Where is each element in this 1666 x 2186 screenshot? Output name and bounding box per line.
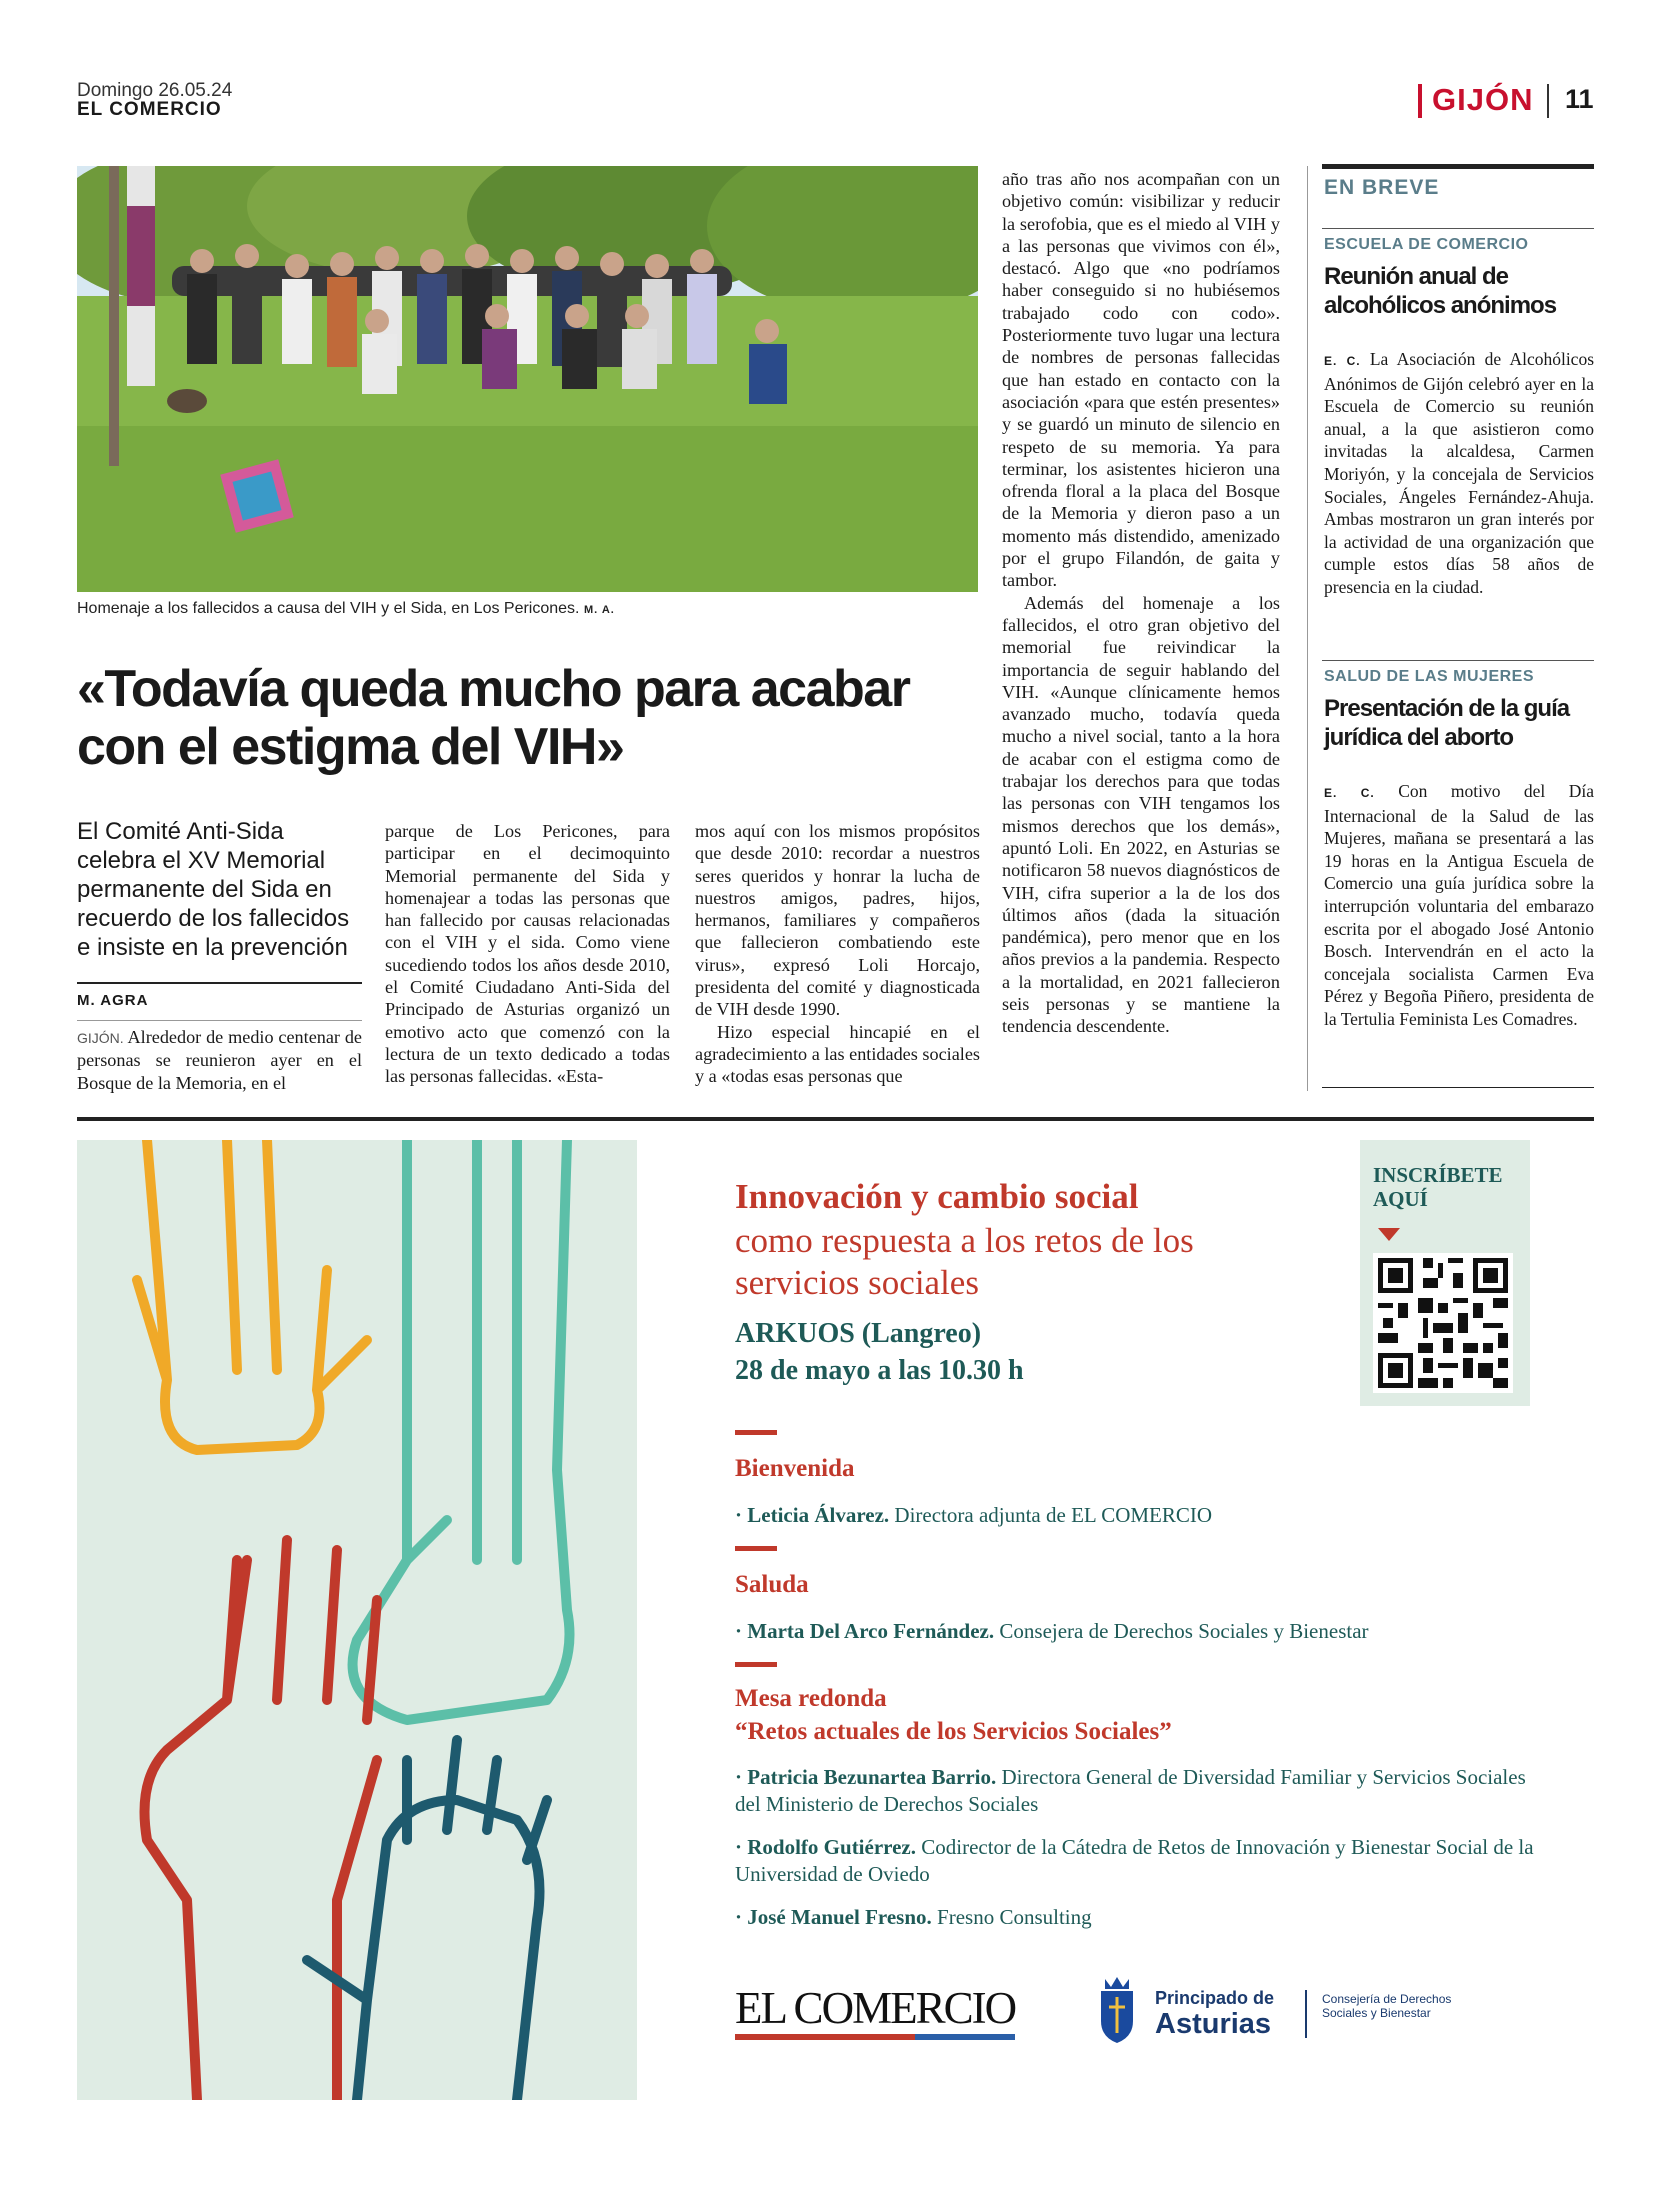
brief-text: La Asociación de Alcohólicos Anónimos de Gijón celebró ayer en la Escuela de Comercio su reunión anual, a la que asistieron como invitadas la alcaldesa, Carmen Moriyón, y la concejala de Servicios Sociales, Ángeles Fernández-Ahuja. Ambas mostraron un gran interés por la actividad de una organización que cumple estos días 58 años de presencia en la ciudad. xyxy=(1324,349,1595,597)
arrow-down-icon xyxy=(1378,1228,1400,1241)
sidebar-bottom-rule xyxy=(1322,1087,1594,1088)
consejeria-label: Consejería de Derechos Sociales y Bienestar xyxy=(1322,1992,1452,2020)
brief-headline: Presentación de la guía jurídica del aborto xyxy=(1324,695,1570,751)
section-name: GIJÓN xyxy=(1432,82,1534,117)
article-headline: «Todavía queda mucho para acabar con el estigma del VIH» xyxy=(77,660,910,776)
section-dash xyxy=(735,1546,777,1551)
section-dash xyxy=(735,1430,777,1435)
asturias-crest-icon xyxy=(1095,1975,1139,2045)
ad-datetime: 28 de mayo a las 10.30 h xyxy=(735,1355,1024,1386)
column-text: Además del homenaje a los fallecidos, el otro gran objetivo del memorial fue reivindicar la importancia de seguir hablando del VIH. «Aunque clínicamente hemos avanzado mucho, todavía queda mucho a nivel social, tanto a la hora de acabar con el estigma como de trabajar los derechos para que todas las personas con VIH tengamos los mismos derechos que los demás», apuntó Loli. En 2022, en Asturias se notificaron 58 nuevos diagnósticos de VIH, cifra superior a la de los dos últimos años (dada la situación pandémica), pero menor que en los años previos a la pandemia. Respecto a la mortalidad, en 2021 fallecieron seis personas y se mantiene la tendencia descendente. xyxy=(1002,592,1280,1037)
ad-panelist-2 xyxy=(735,1834,1555,1888)
article-location: GIJÓN. xyxy=(77,1030,124,1046)
ad-section-welcome: Bienvenida xyxy=(735,1455,855,1482)
ad-qr-label[interactable]: INSCRÍBETE AQUÍ xyxy=(1373,1163,1503,1211)
speaker-name: · José Manuel Fresno. xyxy=(735,1905,932,1929)
byline-rule xyxy=(77,1020,362,1021)
brief-body xyxy=(1324,780,1594,1031)
sidebar-divider xyxy=(1307,166,1308,1091)
ad-panelist-1 xyxy=(735,1764,1555,1818)
brief-headline: Reunión anual de alcohólicos anónimos xyxy=(1324,263,1557,319)
brief-kicker: ESCUELA DE COMERCIO xyxy=(1324,236,1529,253)
column-text: año tras año nos acompañan con un objetivo común: visibilizar y reducir la serofobia, que es el miedo al VIH y a las personas que vivimos con él», destacó. Algo que «no podríamos haber conseguido si no hubiésemos trabajado codo con codo». Posteriormente tuvo lugar una lectura de nombres de personas fallecidas que han estado en contacto con la asociación «para que estén presentes» y se guardó un minuto de silencio en respeto de su memoria. Ya para terminar, los asistentes hicieron una ofrenda floral a la placa del Bosque de la Memoria y dieron paso a un momento más distendido, amenizado por el grupo Filandón, de gaita y tambor. xyxy=(1002,169,1280,591)
ad-section-greet: Saluda xyxy=(735,1571,809,1598)
logo-separator xyxy=(1305,1990,1307,2038)
speaker-role: Codirector de la Cátedra de Retos de Innovación y Bienestar Social de la Universidad de Oviedo xyxy=(735,1835,1534,1886)
speaker-role: Directora adjunta de EL COMERCIO xyxy=(894,1503,1213,1527)
logo-underline xyxy=(735,2034,1015,2040)
asturias-logo-line1: Principado de xyxy=(1155,1988,1275,2008)
brief-text: Con motivo del Día Internacional de la Salud de las Mujeres, mañana se presentará a las 19 horas en la Antigua Escuela de Comercio una guía jurídica sobre la interrupción voluntaria del embarazo escrita por el abogado José Antonio Bosch. Intervendrán en el acto la concejala socialista Carmen Eva Pérez y Begoña Piñero, presidenta de la Tertulia Feminista Les Comadres. xyxy=(1324,781,1595,1029)
ad-title-subtitle: como respuesta a los retos de los servicios sociales xyxy=(735,1221,1194,1302)
section-divider xyxy=(1418,84,1422,118)
article-deck: El Comité Anti-Sida celebra el XV Memorial permanente del Sida en recuerdo de los fallecidos e insiste en la prevención xyxy=(77,818,350,961)
photo-caption xyxy=(77,600,615,618)
ad-title-bold: Innovación y cambio social xyxy=(735,1177,1139,1216)
speaker-name: · Patricia Bezunartea Barrio. xyxy=(735,1765,997,1789)
column-text: Alrededor de medio centenar de personas se reunieron ayer en el Bosque de la Memoria, en el xyxy=(77,1027,362,1093)
ad-speaker-welcome xyxy=(735,1502,1555,1529)
article-byline: M. AGRA xyxy=(77,992,149,1009)
ad-venue: ARKUOS (Langreo) xyxy=(735,1318,982,1349)
column-text: Hizo especial hincapié en el agradecimiento a las entidades sociales y a «todas esas personas que xyxy=(695,1021,980,1087)
speaker-name: · Leticia Álvarez. xyxy=(735,1503,890,1527)
page-number: 11 xyxy=(1565,84,1594,114)
ad-speaker-greet xyxy=(735,1618,1555,1645)
deck-rule xyxy=(77,982,362,984)
speaker-name: · Marta Del Arco Fernández. xyxy=(735,1619,995,1643)
sidebar-rule xyxy=(1322,228,1594,229)
speaker-role: Consejera de Derechos Sociales y Bienestar xyxy=(999,1619,1369,1643)
sidebar-title: EN BREVE xyxy=(1324,176,1440,199)
article-photo xyxy=(77,166,978,592)
brief-signature: E. C. xyxy=(1324,354,1361,368)
article-column-2: parque de Los Pericones, para participar en el decimoquinto Memorial permanente del Sida y homenajear a todas las personas que han fallecido por causas relacionadas con el VIH y el sida. Como viene sucediendo todos los años desde 2010, el Comité Ciudadano Anti-Sida del Principado de Asturias organizó un emotivo acto que comenzó con la lectura de un texto dedicado a todas las personas fallecidas. «Esta- xyxy=(385,821,670,1087)
speaker-role: Directora General de Diversidad Familiar y Servicios Sociales del Ministerio de Derechos Sociales xyxy=(735,1765,1526,1816)
asturias-logo-line2: Asturias xyxy=(1155,2008,1272,2040)
sidebar-top-rule xyxy=(1322,164,1594,169)
paper-name: EL COMERCIO xyxy=(77,99,222,120)
article-column-4 xyxy=(1002,168,1280,1038)
article-column-1 xyxy=(77,1026,362,1094)
article-column-3 xyxy=(695,820,980,1088)
caption-text: Homenaje a los fallecidos a causa del VIH y el Sida, en Los Pericones. xyxy=(77,600,580,617)
section-dash xyxy=(735,1662,777,1667)
speaker-role: Fresno Consulting xyxy=(937,1905,1092,1929)
el-comercio-logo: EL COMERCIO xyxy=(735,1983,1016,2033)
brief-signature: E. C. xyxy=(1324,786,1375,800)
brief-body xyxy=(1324,348,1594,599)
sidebar-rule xyxy=(1322,660,1594,661)
edition-date: Domingo 26.05.24 xyxy=(77,80,233,101)
page-divider xyxy=(1547,84,1549,118)
brief-kicker: SALUD DE LAS MUJERES xyxy=(1324,668,1535,685)
speaker-name: · Rodolfo Gutiérrez. xyxy=(735,1835,916,1859)
ad-separator-rule xyxy=(77,1117,1594,1121)
ad-panel-title: “Retos actuales de los Servicios Sociales” xyxy=(735,1718,1172,1745)
column-text: mos aquí con los mismos propósitos que desde 2010: recordar a nuestros seres queridos y honrar la lucha de nuestros amigos, padres, hijos, hermanos, familiares y compañeros que fallecieron combatiendo este virus», expresó Loli Horcajo, presidenta del comité y diagnosticada de VIH desde 1990. xyxy=(695,821,980,1020)
photo-credit: M. A. xyxy=(583,604,615,616)
qr-code-icon[interactable] xyxy=(1373,1253,1513,1393)
ad-hands-illustration xyxy=(77,1140,637,2100)
ad-panelist-3 xyxy=(735,1904,1555,1931)
ad-section-panel: Mesa redonda xyxy=(735,1685,887,1712)
